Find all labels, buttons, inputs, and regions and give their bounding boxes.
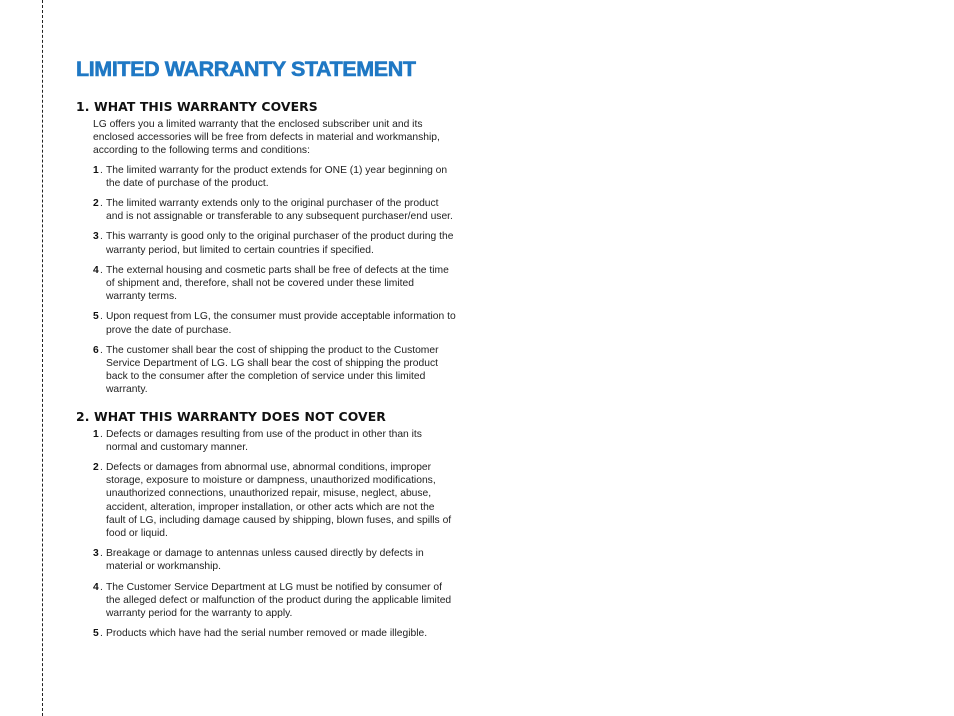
list-item: [93, 310, 456, 336]
item-number-period: .: [100, 264, 103, 276]
item-number: 4: [93, 581, 99, 593]
item-text: The external housing and cosmetic parts shall be free of defects at the time of shipment and, therefore, shall not be covered under these limited warranty terms.: [106, 264, 449, 303]
item-text: Defects or damages resulting from use of the product in other than its normal and customary manner.: [106, 428, 422, 453]
item-number: 5: [93, 628, 99, 640]
item-number-period: .: [100, 311, 103, 323]
item-number: 1: [93, 164, 99, 176]
dashed-cut-line: [42, 0, 43, 716]
item-text: Breakage or damage to antennas unless caused directly by defects in material or workmanship.: [106, 548, 424, 573]
item-number-period: .: [100, 344, 103, 356]
list-item: [93, 428, 456, 454]
warranty-document: [76, 56, 456, 641]
item-number-period: .: [100, 462, 103, 474]
item-text: The limited warranty for the product extends for ONE (1) year beginning on the date of purchase of the product.: [106, 164, 448, 189]
list-item: [93, 164, 456, 190]
section-heading-not-covered: 2. WHAT THIS WARRANTY DOES NOT COVER: [76, 408, 386, 424]
item-number-period: .: [100, 164, 103, 176]
item-number: 2: [93, 198, 99, 210]
list-item: [93, 344, 456, 397]
item-text: This warranty is good only to the original purchaser of the product during the warranty period, but limited to certain countries if specified.: [106, 231, 454, 256]
item-number: 4: [93, 264, 99, 276]
list-item: [93, 197, 456, 223]
item-text: Upon request from LG, the consumer must provide acceptable information to prove the date of purchase.: [106, 311, 456, 336]
item-number: 6: [93, 344, 99, 356]
item-number-period: .: [100, 548, 103, 560]
item-text: The limited warranty extends only to the original purchaser of the product and is not assignable or transferable to any subsequent purchaser/end user.: [106, 198, 453, 223]
item-number: 5: [93, 311, 99, 323]
item-number-period: .: [100, 628, 103, 640]
item-number-period: .: [100, 581, 103, 593]
item-number: 2: [93, 462, 99, 474]
item-number: 3: [93, 231, 99, 243]
item-number-period: .: [100, 198, 103, 210]
item-number-period: .: [100, 231, 103, 243]
item-text: Products which have had the serial number removed or made illegible.: [106, 628, 428, 640]
item-number: 1: [93, 428, 99, 440]
not-covered-list: [76, 428, 456, 641]
list-item: [93, 461, 456, 540]
list-item: [93, 230, 456, 256]
list-item: [93, 581, 456, 621]
item-number-period: .: [100, 428, 103, 440]
section-heading-covers: 1. WHAT THIS WARRANTY COVERS: [76, 99, 318, 114]
list-item: [93, 264, 456, 304]
list-item: [93, 627, 456, 640]
list-item: [93, 547, 456, 573]
page-title: LIMITED WARRANTY STATEMENT: [76, 57, 416, 81]
item-text: The Customer Service Department at LG must be notified by consumer of the alleged defect or malfunction of the product during the applicable limited warranty period for the warranty to apply.: [106, 581, 452, 620]
item-text: Defects or damages from abnormal use, abnormal conditions, improper storage, exposure to moisture or dampness, unauthorized modifications, unauthorized connections, unauthorized repair, misuse, neglect, abuse, accident, alteration, improper installation, or other acts which are not the fault of LG, including damage caused by shipping, blown fuses, and spills of food or liquid.: [106, 462, 452, 540]
item-number: 3: [93, 548, 99, 560]
covers-list: [76, 164, 456, 397]
section-intro-covers: LG offers you a limited warranty that the enclosed subscriber unit and its enclosed accessories will be free from defects in material and workmanship, according to the following terms and conditions:: [93, 119, 440, 157]
item-text: The customer shall bear the cost of shipping the product to the Customer Service Department of LG. LG shall bear the cost of shipping the product back to the consumer after the completion of service under this limited warranty.: [106, 344, 439, 396]
